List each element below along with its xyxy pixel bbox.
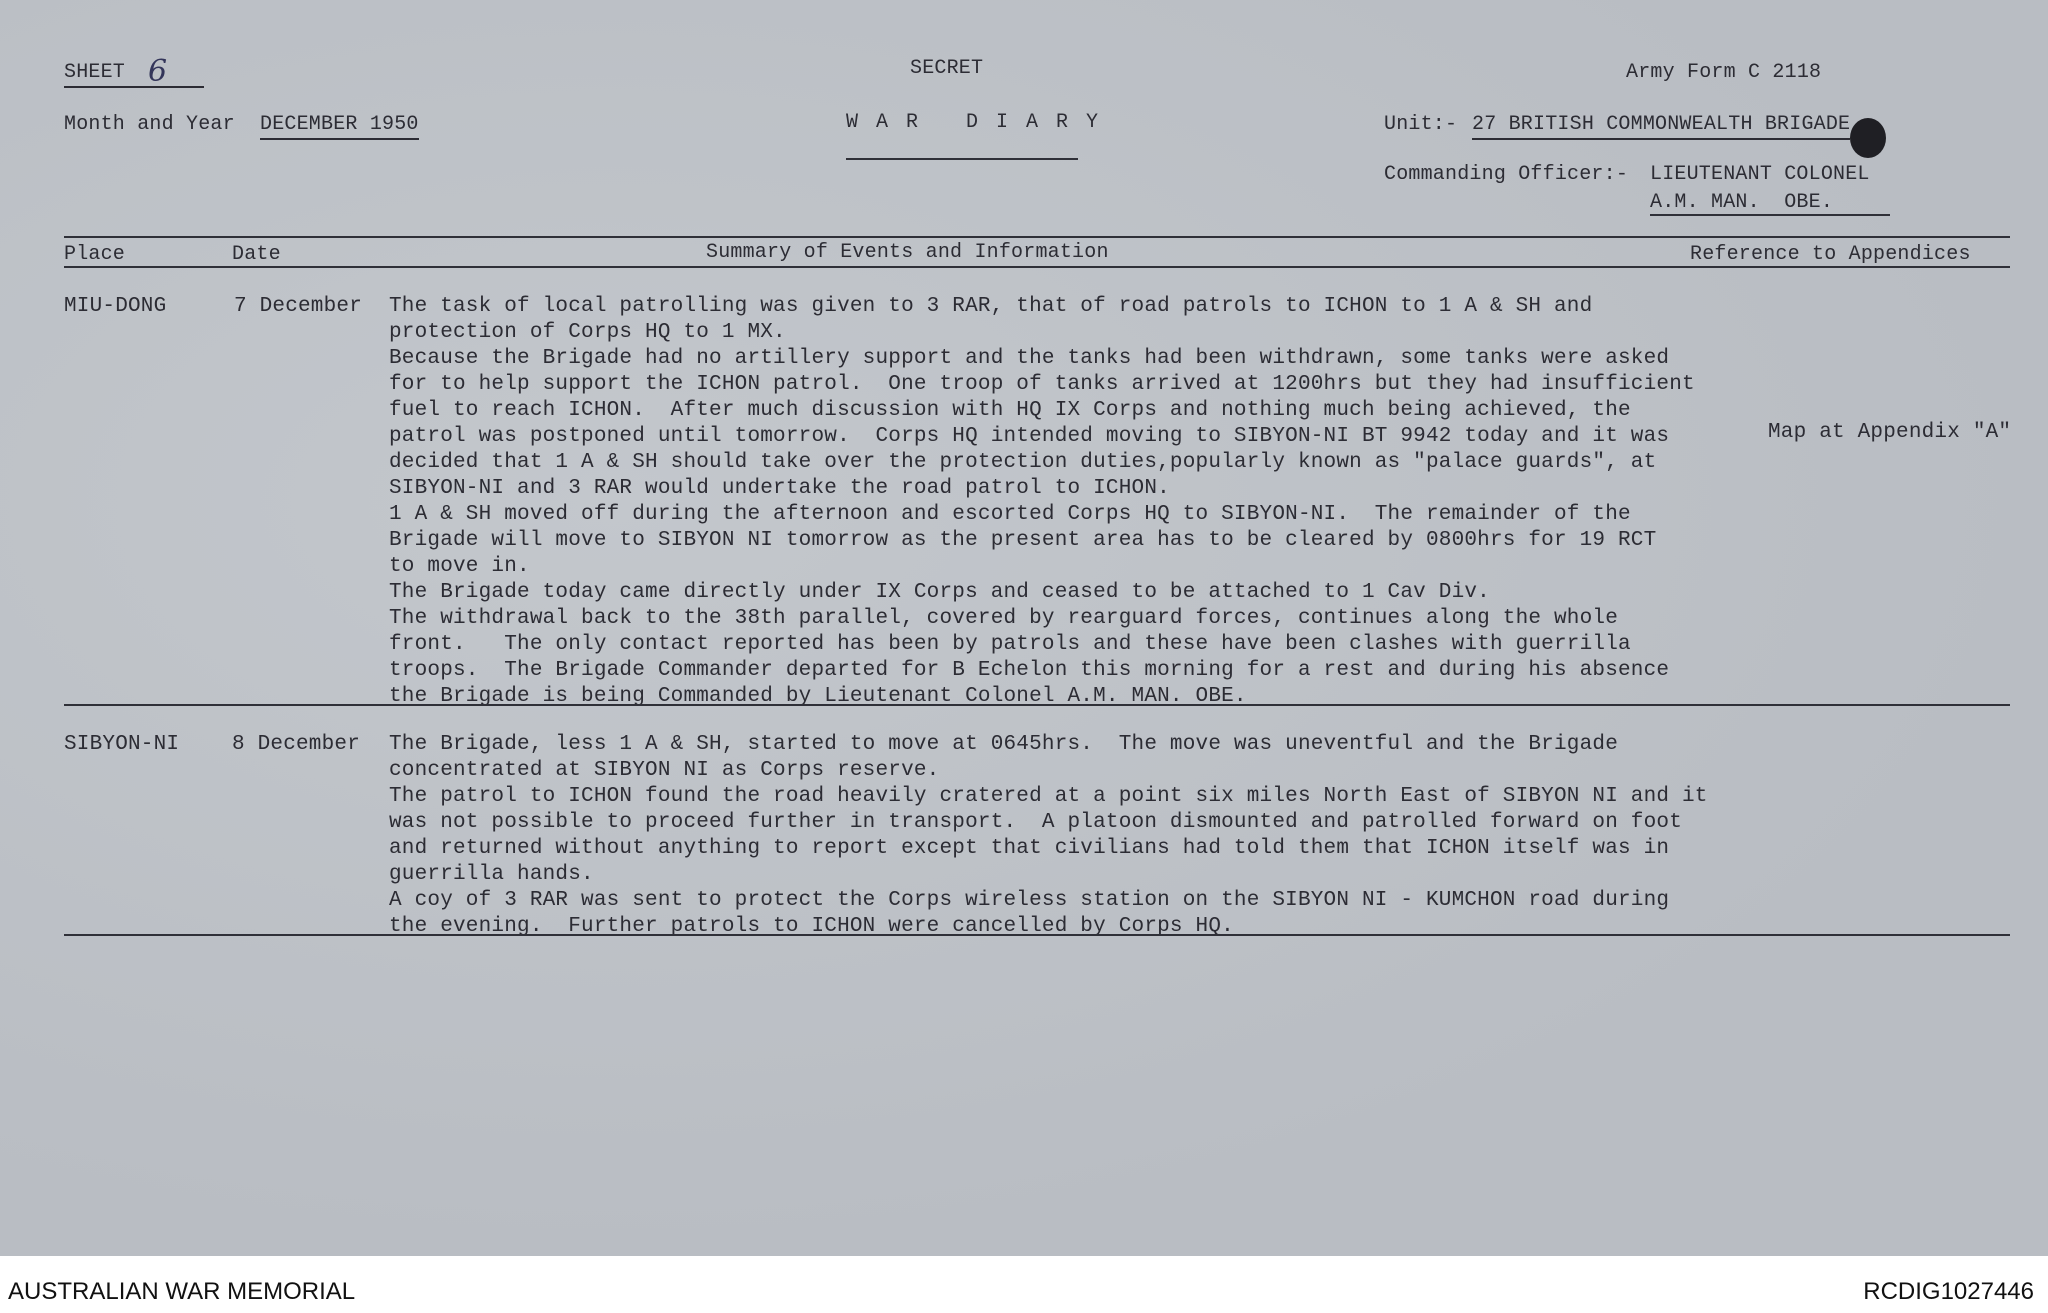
archive-id: RCDIG1027446 bbox=[1863, 1278, 2034, 1305]
entry-divider bbox=[64, 704, 2010, 706]
entry-text-line: The Brigade, less 1 A & SH, started to move at 0645hrs. The move was uneventful and the Brigade bbox=[389, 733, 1618, 756]
column-place: Place bbox=[64, 243, 126, 266]
entry-text-line: troops. The Brigade Commander departed for B Echelon this morning for a rest and during his absence bbox=[389, 659, 1670, 682]
army-form: Army Form C 2118 bbox=[1626, 61, 1822, 84]
entry-reference: Map at Appendix "A" bbox=[1768, 421, 2012, 444]
entry-date: 8 December bbox=[232, 733, 361, 756]
table-header-rule bbox=[64, 266, 2010, 268]
entry-text-line: SIBYON-NI and 3 RAR would undertake the road patrol to ICHON. bbox=[389, 477, 1170, 500]
entry-text-line: the evening. Further patrols to ICHON were cancelled by Corps HQ. bbox=[389, 915, 1234, 938]
entry-text-line: decided that 1 A & SH should take over the protection duties,popularly known as "palace guards", at bbox=[389, 451, 1657, 474]
entry-place: SIBYON-NI bbox=[64, 733, 180, 756]
sheet-number: 6 bbox=[148, 54, 168, 89]
entry-text-line: guerrilla hands. bbox=[389, 863, 594, 886]
entry-text-line: The withdrawal back to the 38th parallel, covered by rearguard forces, continues along the whole bbox=[389, 607, 1618, 630]
entry-text-line: and returned without anything to report except that civilians had told them that ICHON itself was in bbox=[389, 837, 1670, 860]
entry-divider bbox=[64, 934, 2010, 936]
commanding-officer-rank: LIEUTENANT COLONEL bbox=[1650, 163, 1870, 186]
entry-text-line: front. The only contact reported has been by patrols and these have been clashes with guerrilla bbox=[389, 633, 1631, 656]
entry-text-line: to move in. bbox=[389, 555, 530, 578]
entry-text-line: for to help support the ICHON patrol. One troop of tanks arrived at 1200hrs but they had insufficient bbox=[389, 373, 1695, 396]
entry-text-line: 1 A & SH moved off during the afternoon and escorted Corps HQ to SIBYON-NI. The remainder of the bbox=[389, 503, 1631, 526]
archive-footer bbox=[0, 1256, 2048, 1313]
title-underline bbox=[846, 158, 1078, 160]
commanding-officer-name: A.M. MAN. OBE. bbox=[1650, 191, 1834, 214]
entry-text-line: Brigade will move to SIBYON NI tomorrow as the present area has to be cleared by 0800hrs for 19 RCT bbox=[389, 529, 1657, 552]
entry-text-line: was not possible to proceed further in transport. A platoon dismounted and patrolled forward on foot bbox=[389, 811, 1683, 834]
entry-text-line: The Brigade today came directly under IX Corps and ceased to be attached to 1 Cav Div. bbox=[389, 581, 1490, 604]
ink-blot bbox=[1850, 118, 1886, 158]
entry-place: MIU-DONG bbox=[64, 295, 167, 318]
column-date: Date bbox=[232, 243, 281, 266]
entry-text-line: patrol was postponed until tomorrow. Corps HQ intended moving to SIBYON-NI BT 9942 today and it was bbox=[389, 425, 1670, 448]
commanding-officer-label: Commanding Officer:- bbox=[1384, 163, 1629, 186]
month-year-label: Month and Year bbox=[64, 113, 235, 136]
archive-name: AUSTRALIAN WAR MEMORIAL bbox=[8, 1278, 356, 1305]
entry-text-line: concentrated at SIBYON NI as Corps reserve. bbox=[389, 759, 940, 782]
document-title: W A R D I A R Y bbox=[846, 111, 1102, 134]
sheet-label: SHEET bbox=[64, 60, 204, 88]
entry-text-line: the Brigade is being Commanded by Lieutenant Colonel A.M. MAN. OBE. bbox=[389, 685, 1247, 708]
classification: SECRET bbox=[910, 57, 984, 80]
co-underline bbox=[1650, 214, 1890, 216]
entry-text-line: fuel to reach ICHON. After much discussion with HQ IX Corps and nothing much being achieved, the bbox=[389, 399, 1631, 422]
entry-text-line: The patrol to ICHON found the road heavily cratered at a point six miles North East of SIBYON NI and it bbox=[389, 785, 1708, 808]
unit-value: 27 BRITISH COMMONWEALTH BRIGADE bbox=[1472, 112, 1850, 140]
entry-text-line: Because the Brigade had no artillery support and the tanks had been withdrawn, some tanks were asked bbox=[389, 347, 1670, 370]
column-reference: Reference to Appendices bbox=[1690, 243, 1971, 266]
entry-text-line: A coy of 3 RAR was sent to protect the Corps wireless station on the SIBYON NI - KUMCHON road during bbox=[389, 889, 1670, 912]
unit-label: Unit:- bbox=[1384, 113, 1458, 136]
entry-date: 7 December bbox=[234, 295, 363, 318]
table-top-rule bbox=[64, 236, 2010, 238]
column-summary: Summary of Events and Information bbox=[706, 241, 1109, 264]
entry-text-line: protection of Corps HQ to 1 MX. bbox=[389, 321, 786, 344]
entry-text-line: The task of local patrolling was given to 3 RAR, that of road patrols to ICHON to 1 A & SH and bbox=[389, 295, 1593, 318]
month-year-value: DECEMBER 1950 bbox=[260, 112, 419, 140]
